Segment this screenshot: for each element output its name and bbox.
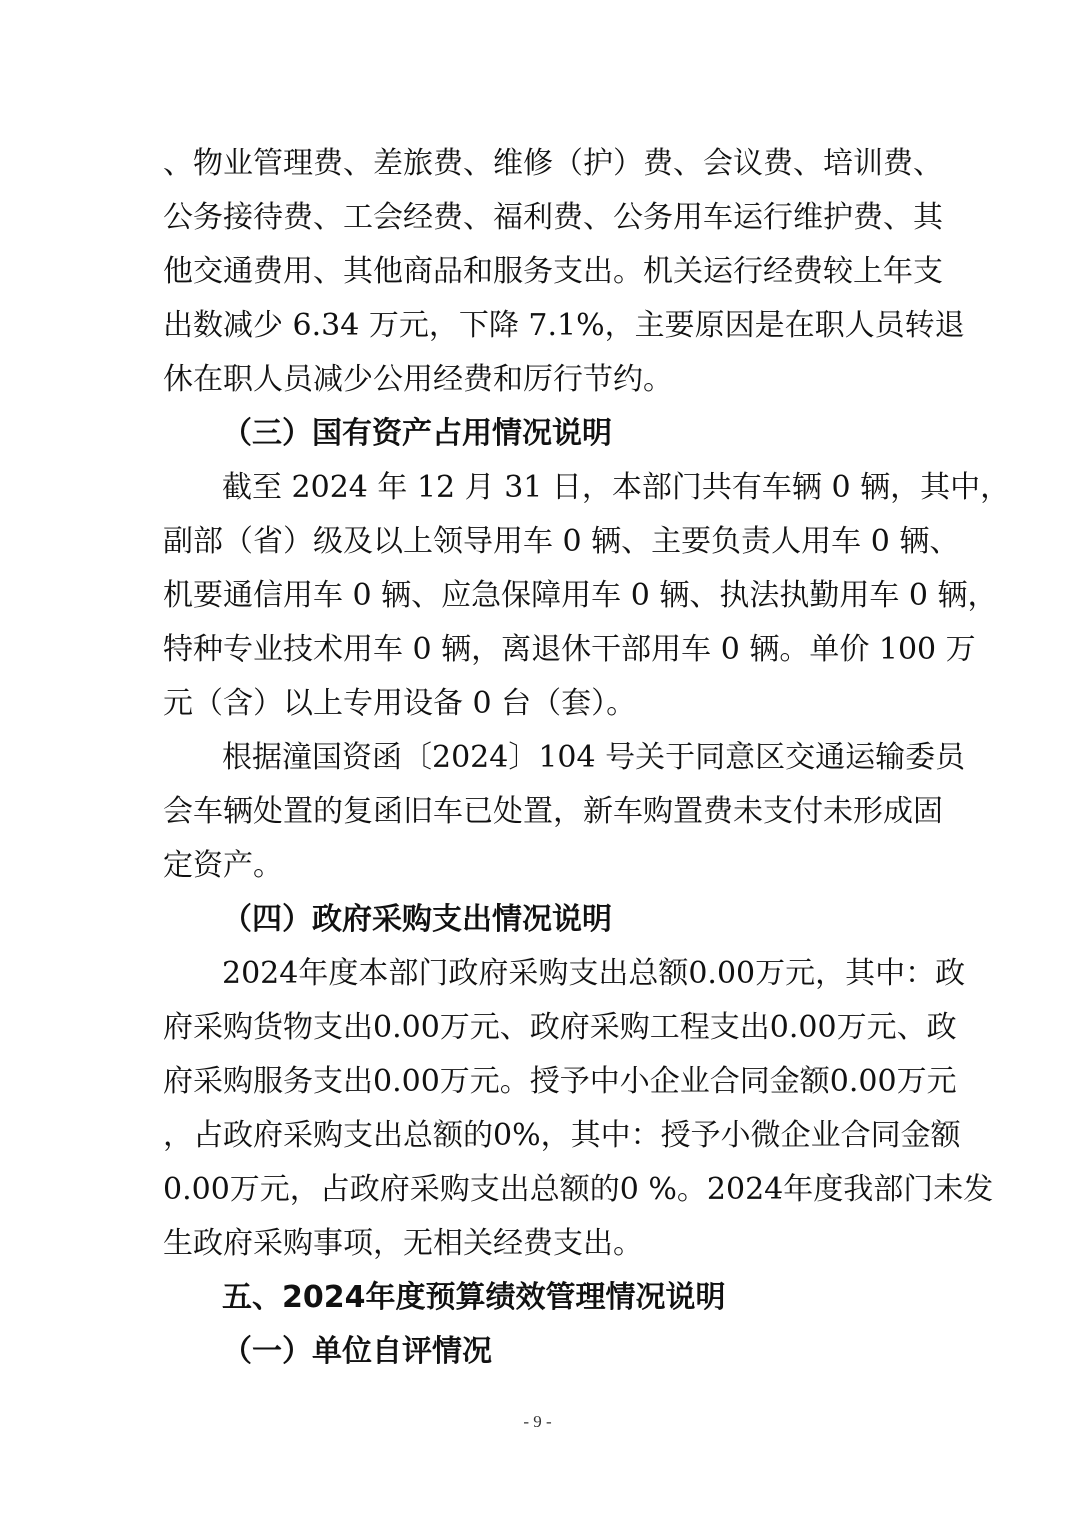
- paragraph-line: 根据潼国资函〔2024〕104 号关于同意区交通运输委员: [222, 740, 966, 775]
- paragraph-line: 他交通费用、其他商品和服务支出。机关运行经费较上年支: [163, 254, 943, 289]
- chapter-heading: 五、2024年度预算绩效管理情况说明: [222, 1280, 726, 1315]
- section-heading: （四）政府采购支出情况说明: [222, 902, 612, 937]
- paragraph-line: 副部（省）级及以上领导用车 0 辆、主要负责人用车 0 辆、: [163, 524, 960, 559]
- paragraph-line: 府采购货物支出0.00万元、政府采购工程支出0.00万元、政: [163, 1010, 957, 1045]
- paragraph-line: ，占政府采购支出总额的0%，其中：授予小微企业合同金额: [163, 1118, 961, 1153]
- paragraph-line: 生政府采购事项，无相关经费支出。: [163, 1226, 643, 1261]
- paragraph-line: 会车辆处置的复函旧车已处置，新车购置费未支付未形成固: [163, 794, 943, 829]
- paragraph-line: 机要通信用车 0 辆、应急保障用车 0 辆、执法执勤用车 0 辆，: [163, 578, 998, 613]
- paragraph-line: 公务接待费、工会经费、福利费、公务用车运行维护费、其: [163, 200, 943, 235]
- page-number: - 9 -: [523, 1412, 552, 1431]
- paragraph-line: 定资产。: [163, 848, 283, 883]
- section-heading: （三）国有资产占用情况说明: [222, 416, 612, 451]
- paragraph-line: 元（含）以上专用设备 0 台（套）。: [163, 686, 637, 721]
- paragraph-line: 出数减少 6.34 万元，下降 7.1%，主要原因是在职人员转退: [163, 308, 965, 343]
- paragraph-line: 截至 2024 年 12 月 31 日，本部门共有车辆 0 辆，其中，: [222, 470, 1011, 505]
- section-heading: （一）单位自评情况: [222, 1334, 492, 1369]
- paragraph-line: 府采购服务支出0.00万元。授予中小企业合同金额0.00万元: [163, 1064, 957, 1099]
- paragraph-line: 2024年度本部门政府采购支出总额0.00万元，其中：政: [222, 956, 966, 991]
- paragraph-line: 休在职人员减少公用经费和厉行节约。: [163, 362, 673, 397]
- paragraph-line: 、物业管理费、差旅费、维修（护）费、会议费、培训费、: [163, 146, 943, 181]
- paragraph-line: 0.00万元，占政府采购支出总额的0 %。2024年度我部门未发: [163, 1172, 994, 1207]
- paragraph-line: 特种专业技术用车 0 辆，离退休干部用车 0 辆。单价 100 万: [163, 632, 976, 667]
